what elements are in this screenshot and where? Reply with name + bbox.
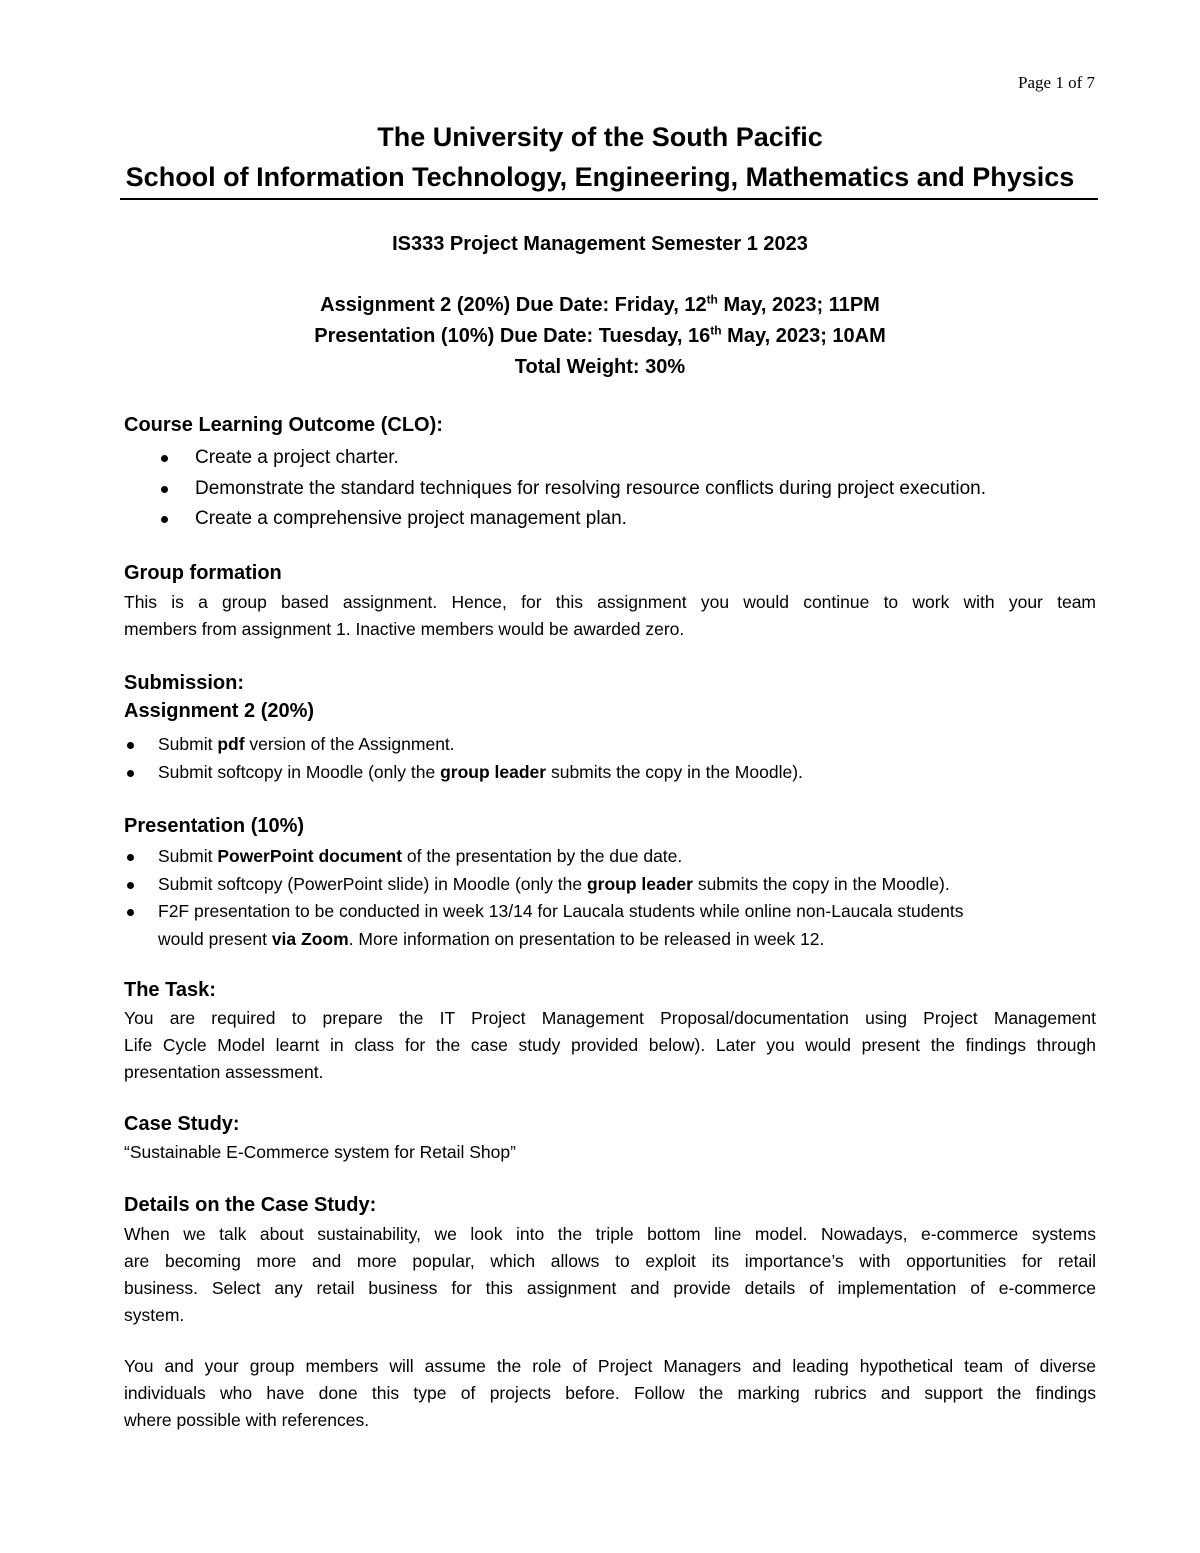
clo-item: Demonstrate the standard techniques for resolving resource conflicts during project execution.	[124, 474, 986, 505]
presentation-due-text: Presentation (10%) Due Date: Tuesday, 16	[314, 325, 711, 347]
clo-item: Create a comprehensive project management plan.	[124, 504, 986, 535]
item-text: F2F presentation to be conducted in week 13/14 for Laucala students while online non-Laucala students	[158, 901, 964, 921]
paragraph-line: system.	[124, 1305, 185, 1325]
assignment-due-sup: th	[706, 292, 718, 307]
assignment-due-text: Assignment 2 (20%) Due Date: Friday, 12	[320, 294, 707, 316]
paragraph-line: Life Cycle Model learnt in class for the case study provided below). Later you would present the findings through	[124, 1035, 1096, 1055]
paragraph-line: You and your group members will assume the role of Project Managers and leading hypothetical team of diverse	[124, 1356, 1096, 1376]
group-formation-heading: Group formation	[124, 562, 282, 584]
item-emphasis: group leader	[440, 761, 547, 782]
item-text: version of the Assignment.	[244, 734, 455, 754]
submission-item	[124, 871, 964, 899]
task-paragraph	[124, 1005, 1096, 1086]
paragraph-line: You are required to prepare the IT Project Management Proposal/documentation using Project Management	[124, 1008, 1096, 1028]
case-study-title: “Sustainable E-Commerce system for Retail Shop”	[124, 1142, 516, 1162]
paragraph-line: business. Select any retail business for this assignment and provide details of implementation of e-commerce	[124, 1278, 1096, 1298]
paragraph-line: where possible with references.	[124, 1410, 370, 1430]
item-emphasis: group leader	[586, 873, 693, 894]
assignment-due-text-end: May, 2023; 11PM	[717, 294, 880, 316]
presentation-due-sup: th	[710, 323, 722, 338]
item-emphasis: pdf	[217, 734, 245, 754]
item-text: . More information on presentation to be released in week 12.	[348, 928, 825, 949]
item-text: would present	[158, 928, 272, 949]
details-paragraph-2	[124, 1353, 1096, 1434]
paragraph-line: When we talk about sustainability, we look into the triple bottom line model. Nowadays, e-commerce systems	[124, 1224, 1096, 1244]
submission-heading: Submission:	[124, 672, 245, 694]
clo-item: Create a project charter.	[124, 443, 986, 474]
clo-heading: Course Learning Outcome (CLO):	[124, 414, 443, 436]
item-text: submits the copy in the Moodle).	[692, 873, 950, 894]
item-text: Submit softcopy (PowerPoint slide) in Moodle (only the	[158, 873, 587, 894]
paragraph-line: members from assignment 1. Inactive members would be awarded zero.	[124, 619, 685, 639]
item-text: Submit	[158, 846, 218, 866]
paragraph-line: individuals who have done this type of projects before. Follow the marking rubrics and support the findings	[124, 1383, 1096, 1403]
item-text: submits the copy in the Moodle).	[546, 761, 803, 782]
assignment-submission-heading: Assignment 2 (20%)	[124, 700, 315, 722]
group-formation-paragraph	[124, 589, 1096, 643]
course-title: IS333 Project Management Semester 1 2023	[392, 233, 808, 255]
assignment-due-line	[0, 294, 1200, 317]
school-title: School of Information Technology, Engineering, Mathematics and Physics	[125, 162, 1075, 192]
item-emphasis: via Zoom	[271, 928, 349, 949]
presentation-submission-list	[124, 843, 964, 953]
presentation-due-text-end: May, 2023; 10AM	[721, 325, 886, 347]
item-text: Submit	[158, 734, 218, 754]
details-heading: Details on the Case Study:	[124, 1194, 377, 1216]
presentation-due-line	[0, 325, 1200, 348]
item-emphasis: PowerPoint document	[217, 846, 403, 866]
university-title: The University of the South Pacific	[377, 122, 823, 152]
task-heading: The Task:	[124, 979, 216, 1001]
case-study-heading: Case Study:	[124, 1113, 240, 1135]
item-text: Submit softcopy in Moodle (only the	[158, 761, 441, 782]
paragraph-line: This is a group based assignment. Hence, for this assignment you would continue to work with your team	[124, 592, 1096, 612]
page-number: Page 1 of 7	[1018, 73, 1095, 92]
item-text: of the presentation by the due date.	[402, 846, 683, 866]
submission-item	[124, 759, 803, 787]
total-weight: Total Weight: 30%	[514, 356, 686, 378]
presentation-submission-heading: Presentation (10%)	[124, 815, 305, 837]
paragraph-line: presentation assessment.	[124, 1062, 324, 1082]
item-continuation	[158, 926, 964, 954]
clo-list	[124, 443, 986, 535]
submission-item	[124, 731, 803, 759]
header-divider	[120, 198, 1098, 200]
paragraph-line: are becoming more and more popular, which allows to exploit its importance’s with opportunities for retail	[124, 1251, 1096, 1271]
details-paragraph-1	[124, 1221, 1096, 1329]
submission-item	[124, 843, 964, 871]
assignment-submission-list	[124, 731, 803, 786]
submission-item	[124, 898, 964, 953]
